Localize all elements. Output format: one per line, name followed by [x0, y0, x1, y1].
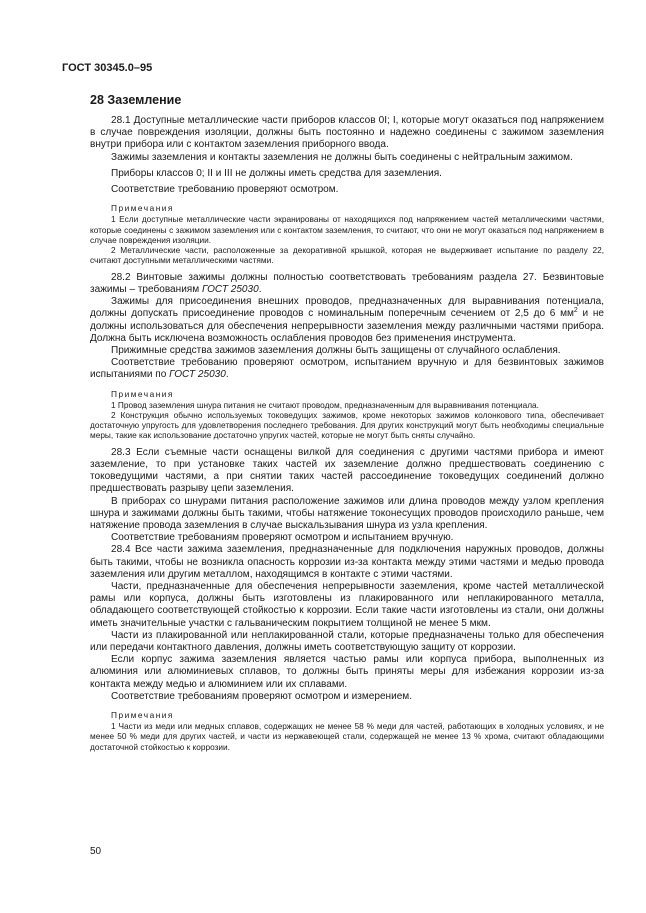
- notes-title: Примечания: [111, 203, 174, 214]
- text-run: .: [258, 283, 262, 295]
- notes-title: Примечания: [111, 709, 174, 720]
- page-content: [90, 93, 604, 758]
- text-run: Зажимы для присоединения внешних проводов, предназначенных для выравнивания потенциала, должны допускать присоединение проводов с номинальным поперечным сечением от 2,5 до 6 мм: [90, 296, 604, 320]
- note-item: 1 Части из меди или медных сплавов, содержащих не менее 58 % меди для частей, работающих в холодных условиях, и не менее 50 % меди для других частей, и части из нержавеющей стали, содержащей не менее 13 % хрома, считают обладающими достаточной стойкостью к коррозии.: [90, 720, 604, 752]
- paragraph: Соответствие требованиям проверяют осмотром и измерением.: [111, 690, 412, 702]
- notes-title: Примечания: [111, 388, 174, 399]
- paragraph: Если корпус зажима заземления является частью рамы или корпуса прибора, выполненных из алюминия или алюминиевых сплавов, то должны быть приняты меры для избежания коррозии из-за контакта между медью и алюминием или их сплавами.: [90, 654, 604, 690]
- paragraph-28-2: [90, 272, 604, 296]
- notes-block-3: [90, 710, 604, 752]
- page-number: 50: [90, 846, 102, 857]
- paragraph: Зажимы заземления и контакты заземления не должны быть соединены с нейтральным зажимом.: [111, 151, 573, 163]
- text-run: Соответствие требованию проверяют осмотром, испытанием вручную и для безвинтовых зажимов испытаниями по: [90, 357, 604, 381]
- superscript: 2: [573, 307, 578, 315]
- note-item: 2 Конструкция обычно используемых токоведущих зажимов, кроме некоторых зажимов колонкового типа, обеспечивает достаточную упругость для удовлетворения последнего требования. Для других конструкций могут быть необходимы специальные меры, такие как использование достаточно упругих частей, которые не могут быть сняты случайно.: [90, 409, 604, 441]
- standard-reference: ГОСТ 25030: [201, 283, 259, 295]
- notes-block-2: [90, 389, 604, 441]
- paragraph: Прижимные средства зажимов заземления должны быть защищены от случайного ослабления.: [111, 344, 561, 356]
- note-item: 1 Если доступные металлические части экранированы от находящихся под напряжением частей металлическими частями, которые соединены с зажимом заземления или с контактом заземления, то считают, что они не могут оказаться под напряжением в случае повреждения изоляции.: [90, 214, 604, 245]
- paragraph-28-4: 28.4 Все части зажима заземления, предназначенные для подключения наружных проводов, должны быть такими, чтобы не возникла опасность коррозии из-за контакта между этими частями и медью провода заземления или другим металлом, находящимся в контакте с этими частями.: [90, 544, 604, 580]
- paragraph: В приборах со шнурами питания расположение зажимов или длина проводов между узлом крепления шнура и зажимами должны быть такими, чтобы натяжение токонесущих проводов происходило раньше, чем натяжение провода заземления в случае выскальзывания шнура из узла крепления.: [90, 495, 604, 531]
- text-run: и не должны использоваться для обеспечения непрерывности заземления между различными частями прибора. Должна быть исключена возможность ослабления проводов без применения инструмента.: [90, 308, 604, 344]
- note-item: 1 Провод заземления шнура питания не считают проводом, предназначенным для выравнивания потенциала.: [111, 399, 539, 410]
- paragraph: Части, предназначенные для обеспечения непрерывности заземления, кроме частей металлической рамы или корпуса, должны быть изготовлены из плакированного или неплакированного металла, обладающего соответствующей стойкостью к коррозии. Если такие части изготовлены из стали, они должны иметь значительные участки с гальваническим покрытием толщиной не менее 5 мкм.: [90, 580, 604, 629]
- document-code-header: ГОСТ 30345.0–95: [62, 62, 153, 74]
- note-item: 2 Металлические части, расположенные за декоративной крышкой, которая не выдерживает испытание по разделу 22, считают доступными металлическими частями.: [90, 245, 604, 266]
- text-run: 28.2 Винтовые зажимы должны полностью соответствовать требованиям раздела 27. Безвинтовые зажимы – требованиям: [90, 271, 604, 295]
- notes-block-1: [90, 203, 604, 265]
- section-title: 28 Заземление: [90, 93, 182, 107]
- paragraph: Приборы классов 0; II и III не должны иметь средства для заземления.: [111, 167, 442, 179]
- paragraph-28-3: 28.3 Если съемные части оснащены вилкой для соединения с другими частями прибора и имеют заземление, то при установке таких частей их заземление должно предшествовать соединению с токоведущими частями, а при снятии таких частей рассоединение токоведущих соединений должно предшествовать разрыву цепи заземления.: [90, 446, 604, 495]
- paragraph: [90, 296, 604, 345]
- paragraph: Соответствие требованию проверяют осмотром.: [111, 184, 339, 196]
- paragraph: Соответствие требованиям проверяют осмотром и испытанием вручную.: [111, 532, 454, 544]
- standard-reference: ГОСТ 25030: [169, 369, 226, 381]
- paragraph: Части из плакированной или неплакированной стали, которые предназначены только для обеспечения или передачи контактного давления, должны иметь соответствующую защиту от коррозии.: [90, 629, 604, 653]
- paragraph-28-1: 28.1 Доступные металлические части приборов классов 0I; I, которые могут оказаться под напряжением в случае повреждения изоляции, должны быть постоянно и надежно соединены с зажимом заземления внутри прибора или с контактом заземления приборного ввода.: [90, 115, 604, 151]
- text-run: .: [225, 369, 229, 381]
- paragraph: [90, 357, 604, 381]
